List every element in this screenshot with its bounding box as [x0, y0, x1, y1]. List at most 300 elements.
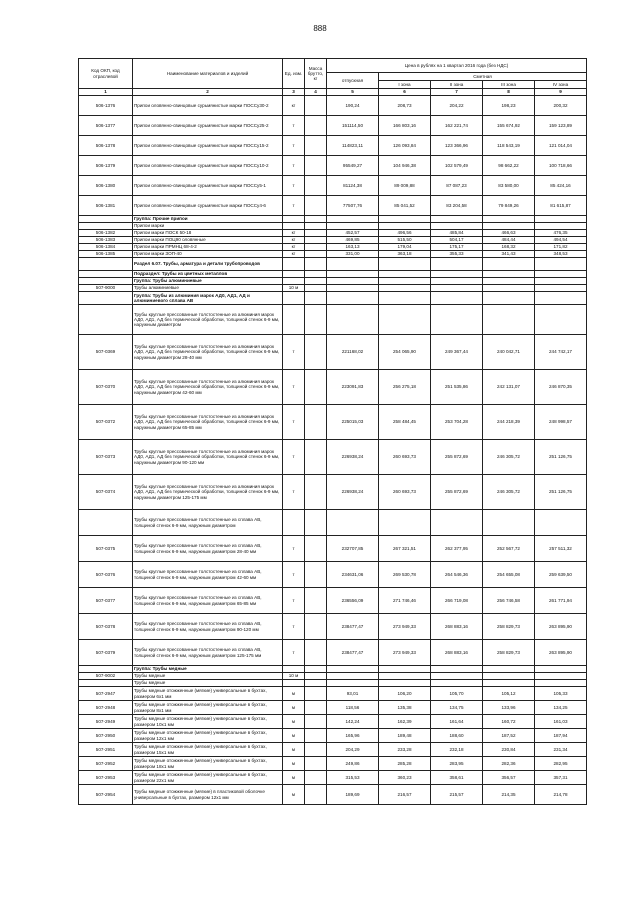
row-price-release: 163,13: [327, 244, 379, 251]
row-price-zone2: 355,33: [431, 251, 483, 258]
row-mass: [305, 96, 327, 116]
row-unit: т: [283, 156, 305, 176]
row-mass: [305, 743, 327, 757]
row-code: 507-2950: [79, 729, 133, 743]
row-code: 506-1385: [79, 251, 133, 258]
column-number: 3: [283, 89, 305, 96]
row-price-zone4: [535, 258, 587, 271]
row-price-release: 95549,27: [327, 156, 379, 176]
row-price-zone2: 83 204,58: [431, 196, 483, 216]
row-mass: [305, 680, 327, 687]
header-code: Код ОКП, код отраслевой: [79, 59, 133, 89]
row-price-zone3: [483, 278, 535, 285]
row-price-zone3: 282,36: [483, 757, 535, 771]
row-price-zone3: [483, 223, 535, 230]
row-price-zone1: 104 946,38: [379, 156, 431, 176]
row-price-zone1: 258 484,45: [379, 405, 431, 440]
row-unit: [283, 510, 305, 536]
column-number: 1: [79, 89, 133, 96]
row-price-zone4: 159 123,89: [535, 116, 587, 136]
row-mass: [305, 230, 327, 237]
row-price-zone1: 260 693,73: [379, 475, 431, 510]
row-unit: т: [283, 588, 305, 614]
row-unit: т: [283, 640, 305, 666]
row-name: Раздел 6.07. Трубы, арматура и детали трубопроводов: [133, 258, 283, 271]
header-zone2: II зона: [431, 81, 483, 89]
row-price-release: [327, 271, 379, 278]
row-price-zone4: 100 718,66: [535, 156, 587, 176]
row-price-zone4: 251 126,75: [535, 475, 587, 510]
row-price-release: [327, 510, 379, 536]
row-code: 507-0377: [79, 588, 133, 614]
row-code: 507-2951: [79, 743, 133, 757]
row-price-release: 226938,24: [327, 440, 379, 475]
row-price-zone3: 79 849,26: [483, 196, 535, 216]
row-price-release: [327, 285, 379, 292]
column-number: 8: [483, 89, 535, 96]
row-price-zone3: 258 829,73: [483, 640, 535, 666]
row-code: 507-0373: [79, 440, 133, 475]
row-price-zone3: [483, 271, 535, 278]
row-price-zone1: 363,18: [379, 251, 431, 258]
table-row: [79, 588, 587, 614]
row-mass: [305, 666, 327, 673]
row-price-zone3: [483, 510, 535, 536]
row-unit: т: [283, 562, 305, 588]
row-name: Трубы круглые прессованные толстостенные из алюминия марок АД0, АД1, АД без термической обработки, толщиной стенок 6-9 мм, наружным диаметром 90-120 мм: [133, 440, 283, 475]
row-price-zone3: 258 829,73: [483, 614, 535, 640]
row-mass: [305, 536, 327, 562]
row-unit: [283, 305, 305, 335]
row-code: 506-1378: [79, 136, 133, 156]
row-mass: [305, 614, 327, 640]
row-price-release: 93,01: [327, 687, 379, 701]
row-unit: т: [283, 196, 305, 216]
row-price-zone2: 249 367,44: [431, 335, 483, 370]
row-mass: [305, 278, 327, 285]
row-name: Трубы круглые прессованные толстостенные из сплава АВ, толщиной стенок 6-9 мм, наружным диаметром 125-175 мм: [133, 640, 283, 666]
row-price-zone4: [535, 271, 587, 278]
table-row: [79, 230, 587, 237]
row-price-zone3: 256 746,58: [483, 588, 535, 614]
row-price-zone1: 267 321,51: [379, 536, 431, 562]
row-unit: т: [283, 335, 305, 370]
row-price-zone1: 233,28: [379, 743, 431, 757]
row-price-zone2: 268 883,16: [431, 640, 483, 666]
row-mass: [305, 405, 327, 440]
row-price-zone4: 161,03: [535, 715, 587, 729]
row-price-zone3: 230,84: [483, 743, 535, 757]
row-code: [79, 258, 133, 271]
row-price-zone1: 216,57: [379, 785, 431, 805]
row-mass: [305, 588, 327, 614]
row-price-zone2: 204,22: [431, 96, 483, 116]
row-code: 507-0369: [79, 335, 133, 370]
row-unit: м: [283, 743, 305, 757]
row-name: Трубы круглые прессованные толстостенные из сплава АВ, толщиной стенок 6-9 мм, наружным диаметром 65-85 мм: [133, 588, 283, 614]
row-name: Припои марки ПРМНЦ 68-4-2: [133, 244, 283, 251]
table-row: [79, 715, 587, 729]
table-row: [79, 196, 587, 216]
row-unit: кг: [283, 230, 305, 237]
row-price-zone3: [483, 305, 535, 335]
row-unit: т: [283, 176, 305, 196]
row-price-release: 221168,02: [327, 335, 379, 370]
row-price-zone1: 269 530,78: [379, 562, 431, 588]
row-mass: [305, 196, 327, 216]
row-mass: [305, 785, 327, 805]
row-price-release: 223091,83: [327, 370, 379, 405]
row-unit: т: [283, 536, 305, 562]
row-name: Подраздел: Трубы из цветных металлов: [133, 271, 283, 278]
row-price-zone2: 485,84: [431, 230, 483, 237]
row-price-zone1: [379, 278, 431, 285]
row-price-zone4: 187,94: [535, 729, 587, 743]
header-estimate: Сметная: [379, 73, 587, 81]
row-code: 507-0370: [79, 370, 133, 405]
group-row: [79, 216, 587, 223]
row-code: [79, 223, 133, 230]
row-name: Трубы круглые прессованные толстостенные из алюминия марок АД0, АД1, АД без термической обработки, толщиной стенок 6-9 мм, наружным диаметром 42-60 мм: [133, 370, 283, 405]
row-price-zone1: 360,23: [379, 771, 431, 785]
row-price-zone4: [535, 673, 587, 680]
row-mass: [305, 440, 327, 475]
row-name: Трубы круглые прессованные толстостенные из алюминия марок АД0, АД1, АД без термической обработки, толщиной стенок 6-9 мм, наружным диаметром 125-175 мм: [133, 475, 283, 510]
table-row: [79, 136, 587, 156]
row-price-release: 204,29: [327, 743, 379, 757]
page-number: 888: [313, 24, 327, 33]
row-price-release: 190,24: [327, 96, 379, 116]
column-number: 6: [379, 89, 431, 96]
row-price-zone4: 494,54: [535, 237, 587, 244]
row-code: 506-1382: [79, 230, 133, 237]
row-price-zone3: 466,63: [483, 230, 535, 237]
row-price-zone4: 134,25: [535, 701, 587, 715]
column-number: 9: [535, 89, 587, 96]
row-price-zone4: 214,78: [535, 785, 587, 805]
row-price-zone4: 259 639,50: [535, 562, 587, 588]
table-row: [79, 536, 587, 562]
row-name: Трубы медные отожженные (мягкие) универсальные в бухтах, размером 8х1 мм: [133, 701, 283, 715]
row-price-release: [327, 673, 379, 680]
row-unit: т: [283, 370, 305, 405]
row-unit: т: [283, 614, 305, 640]
row-unit: м: [283, 687, 305, 701]
row-name: Трубы медные отожженные (мягкие) универсальные в бухтах, размером 6х1 мм: [133, 687, 283, 701]
row-price-release: 226938,24: [327, 475, 379, 510]
row-price-zone2: [431, 278, 483, 285]
row-price-zone2: 266 719,08: [431, 588, 483, 614]
row-price-release: [327, 223, 379, 230]
row-price-zone3: 155 674,92: [483, 116, 535, 136]
row-price-release: 331,00: [327, 251, 379, 258]
row-price-zone4: 171,82: [535, 244, 587, 251]
row-price-release: 189,69: [327, 785, 379, 805]
table-row: [79, 405, 587, 440]
row-price-zone3: 246 305,72: [483, 475, 535, 510]
row-code: 507-9002: [79, 673, 133, 680]
row-price-release: 238477,47: [327, 614, 379, 640]
row-price-zone3: 240 042,71: [483, 335, 535, 370]
price-table: [78, 58, 587, 805]
row-code: 507-0379: [79, 640, 133, 666]
row-price-zone1: 256 275,18: [379, 370, 431, 405]
row-price-zone4: 231,34: [535, 743, 587, 757]
row-mass: [305, 729, 327, 743]
row-price-zone1: 254 065,90: [379, 335, 431, 370]
row-price-release: 234631,06: [327, 562, 379, 588]
row-price-release: 452,57: [327, 230, 379, 237]
row-code: [79, 271, 133, 278]
row-price-zone4: [535, 285, 587, 292]
row-price-zone2: 134,75: [431, 701, 483, 715]
row-unit: т: [283, 440, 305, 475]
row-name: Трубы медные отожженные (мягкие) в пластиковой оболочке универсальные в бухтах, размером 12х1 мм: [133, 785, 283, 805]
table-row: [79, 680, 587, 687]
row-code: 507-2948: [79, 701, 133, 715]
row-unit: [283, 271, 305, 278]
row-mass: [305, 271, 327, 278]
row-unit: 10 м: [283, 673, 305, 680]
row-price-zone4: 246 870,35: [535, 370, 587, 405]
column-number: 7: [431, 89, 483, 96]
row-price-zone2: 253 704,28: [431, 405, 483, 440]
row-mass: [305, 258, 327, 271]
table-row: [79, 771, 587, 785]
row-mass: [305, 116, 327, 136]
row-price-zone3: [483, 292, 535, 305]
row-price-zone1: [379, 673, 431, 680]
row-price-zone2: [431, 292, 483, 305]
row-price-zone4: 85 424,16: [535, 176, 587, 196]
table-row: [79, 156, 587, 176]
row-name: Припои оловянно-свинцовые сурьмянистые марки ПОССу30-2: [133, 96, 283, 116]
row-price-zone4: 261 771,94: [535, 588, 587, 614]
row-name: Трубы медные отожженные (мягкие) универсальные в бухтах, размером 18х1 мм: [133, 757, 283, 771]
row-code: 507-0378: [79, 614, 133, 640]
row-name: Группа: Прочие припои: [133, 216, 283, 223]
row-price-zone1: [379, 510, 431, 536]
row-price-zone3: [483, 666, 535, 673]
row-mass: [305, 510, 327, 536]
row-price-zone1: 166 803,16: [379, 116, 431, 136]
row-price-zone4: 476,35: [535, 230, 587, 237]
row-mass: [305, 285, 327, 292]
row-price-zone3: 254 655,08: [483, 562, 535, 588]
row-price-zone4: [535, 510, 587, 536]
row-price-zone1: [379, 680, 431, 687]
row-price-zone4: 105,33: [535, 687, 587, 701]
row-code: [79, 216, 133, 223]
row-code: 507-0374: [79, 475, 133, 510]
row-mass: [305, 757, 327, 771]
row-price-zone3: 341,43: [483, 251, 535, 258]
row-price-release: 114823,11: [327, 136, 379, 156]
row-price-zone4: 121 014,04: [535, 136, 587, 156]
header-release: отпускная: [327, 73, 379, 89]
row-price-zone3: [483, 285, 535, 292]
row-unit: [283, 223, 305, 230]
row-mass: [305, 562, 327, 588]
row-code: 506-1379: [79, 156, 133, 176]
table-row: [79, 96, 587, 116]
row-price-zone1: [379, 271, 431, 278]
row-unit: [283, 258, 305, 271]
row-price-zone2: [431, 285, 483, 292]
row-price-zone2: [431, 666, 483, 673]
row-price-zone3: 160,72: [483, 715, 535, 729]
row-code: 507-2953: [79, 771, 133, 785]
header-zone3: III зона: [483, 81, 535, 89]
row-price-zone2: 87 087,23: [431, 176, 483, 196]
row-price-zone3: 83 580,00: [483, 176, 535, 196]
row-price-release: 118,56: [327, 701, 379, 715]
row-unit: [283, 666, 305, 673]
table-row: [79, 176, 587, 196]
row-price-zone2: [431, 271, 483, 278]
row-name: Трубы круглые прессованные толстостенные из алюминия марок АД0, АД1, АД без термической обработки, толщиной стенок 6-9 мм, наружным диаметром 28-40 мм: [133, 335, 283, 370]
row-unit: т: [283, 116, 305, 136]
row-price-zone3: 198,23: [483, 96, 535, 116]
row-unit: [283, 292, 305, 305]
row-price-zone2: 255 872,69: [431, 475, 483, 510]
table-row: [79, 305, 587, 335]
row-price-zone2: 504,17: [431, 237, 483, 244]
row-mass: [305, 237, 327, 244]
row-code: 507-9000: [79, 285, 133, 292]
row-price-zone1: 106,20: [379, 687, 431, 701]
row-code: 507-0372: [79, 405, 133, 440]
row-name: Трубы алюминиевые: [133, 285, 283, 292]
row-price-release: 315,53: [327, 771, 379, 785]
row-code: [79, 680, 133, 687]
column-number-row: [79, 89, 587, 96]
row-price-zone1: [379, 305, 431, 335]
row-mass: [305, 136, 327, 156]
row-name: Группа: Трубы медные: [133, 666, 283, 673]
row-price-zone2: 175,17: [431, 244, 483, 251]
header-mass: Масса брутто, кг: [305, 59, 327, 89]
row-code: [79, 666, 133, 673]
row-price-zone2: [431, 258, 483, 271]
row-name: Трубы круглые прессованные толстостенные из алюминия марок АД0, АД1, АД без термической обработки, толщиной стенок 6-9 мм, наружным диаметром: [133, 305, 283, 335]
row-unit: кг: [283, 237, 305, 244]
row-price-zone2: [431, 305, 483, 335]
group-row: [79, 271, 587, 278]
row-price-zone3: 133,96: [483, 701, 535, 715]
table-row: [79, 562, 587, 588]
header-price-title: Цена в рублях на 1 квартал 2016 года (без НДС): [327, 59, 587, 73]
row-price-release: 81124,38: [327, 176, 379, 196]
row-code: [79, 510, 133, 536]
row-name: Трубы круглые прессованные толстостенные из сплава АВ, толщиной стенок 6-9 мм, наружным диаметром 28-40 мм: [133, 536, 283, 562]
row-price-zone2: 123 366,96: [431, 136, 483, 156]
row-price-zone4: 263 895,90: [535, 640, 587, 666]
row-price-zone1: [379, 223, 431, 230]
row-price-zone3: [483, 673, 535, 680]
row-price-zone1: 496,56: [379, 230, 431, 237]
group-row: [79, 666, 587, 673]
header-zone4: IV зона: [535, 81, 587, 89]
row-mass: [305, 771, 327, 785]
row-price-zone4: 81 615,87: [535, 196, 587, 216]
row-unit: т: [283, 405, 305, 440]
row-price-zone2: 268 883,16: [431, 614, 483, 640]
row-mass: [305, 701, 327, 715]
table-body: [79, 96, 587, 805]
row-name: Трубы медные отожженные (мягкие) универсальные в бухтах, размером 10х1 мм: [133, 715, 283, 729]
row-price-zone3: 118 543,19: [483, 136, 535, 156]
row-price-zone4: 348,53: [535, 251, 587, 258]
table-row: [79, 757, 587, 771]
row-price-zone3: [483, 680, 535, 687]
table-header: [79, 59, 587, 96]
row-price-zone1: 85 041,52: [379, 196, 431, 216]
row-code: 507-0376: [79, 562, 133, 588]
column-number: 5: [327, 89, 379, 96]
row-price-release: [327, 305, 379, 335]
row-price-release: 236556,09: [327, 588, 379, 614]
row-price-release: [327, 292, 379, 305]
row-price-zone1: [379, 258, 431, 271]
row-code: [79, 305, 133, 335]
row-price-zone4: 263 895,90: [535, 614, 587, 640]
row-code: 506-1381: [79, 196, 133, 216]
row-price-zone2: 162 221,74: [431, 116, 483, 136]
header-name: Наименование материалов и изделий: [133, 59, 283, 89]
row-unit: [283, 680, 305, 687]
row-unit: кг: [283, 251, 305, 258]
row-price-zone4: [535, 666, 587, 673]
row-unit: кг: [283, 244, 305, 251]
row-price-zone4: 257 511,32: [535, 536, 587, 562]
table-row: [79, 223, 587, 230]
table-row: [79, 335, 587, 370]
row-price-release: 77507,76: [327, 196, 379, 216]
row-unit: кг: [283, 96, 305, 116]
row-price-zone2: [431, 223, 483, 230]
row-price-zone1: 208,73: [379, 96, 431, 116]
table-row: [79, 244, 587, 251]
row-code: [79, 292, 133, 305]
row-unit: [283, 278, 305, 285]
row-price-zone2: 262 377,95: [431, 536, 483, 562]
row-price-zone4: [535, 223, 587, 230]
row-name: Трубы круглые прессованные толстостенные из сплава АВ, толщиной стенок 6-9 мм, наружным диаметром 90-120 мм: [133, 614, 283, 640]
row-price-zone2: 232,18: [431, 743, 483, 757]
group-row: [79, 292, 587, 305]
row-mass: [305, 673, 327, 680]
row-price-release: 469,85: [327, 237, 379, 244]
row-name: Припои оловянно-свинцовые сурьмянистые марки ПОССу4-6: [133, 196, 283, 216]
row-price-release: 142,24: [327, 715, 379, 729]
row-price-zone4: [535, 680, 587, 687]
row-price-zone2: 105,70: [431, 687, 483, 701]
row-name: Трубы медные отожженные (мягкие) универсальные в бухтах, размером 22х1 мм: [133, 771, 283, 785]
table-row: [79, 729, 587, 743]
header-zone1: I зона: [379, 81, 431, 89]
row-price-zone1: 189,48: [379, 729, 431, 743]
row-price-zone1: [379, 292, 431, 305]
row-price-zone1: 273 949,33: [379, 640, 431, 666]
row-price-zone1: 515,50: [379, 237, 431, 244]
column-number: 2: [133, 89, 283, 96]
table-row: [79, 614, 587, 640]
row-price-zone1: 162,39: [379, 715, 431, 729]
row-name: Трубы круглые прессованные толстостенные из алюминия марок АД0, АД1, АД без термической обработки, толщиной стенок 6-9 мм, наружным диаметром 65-85 мм: [133, 405, 283, 440]
row-mass: [305, 156, 327, 176]
row-code: 506-1384: [79, 244, 133, 251]
